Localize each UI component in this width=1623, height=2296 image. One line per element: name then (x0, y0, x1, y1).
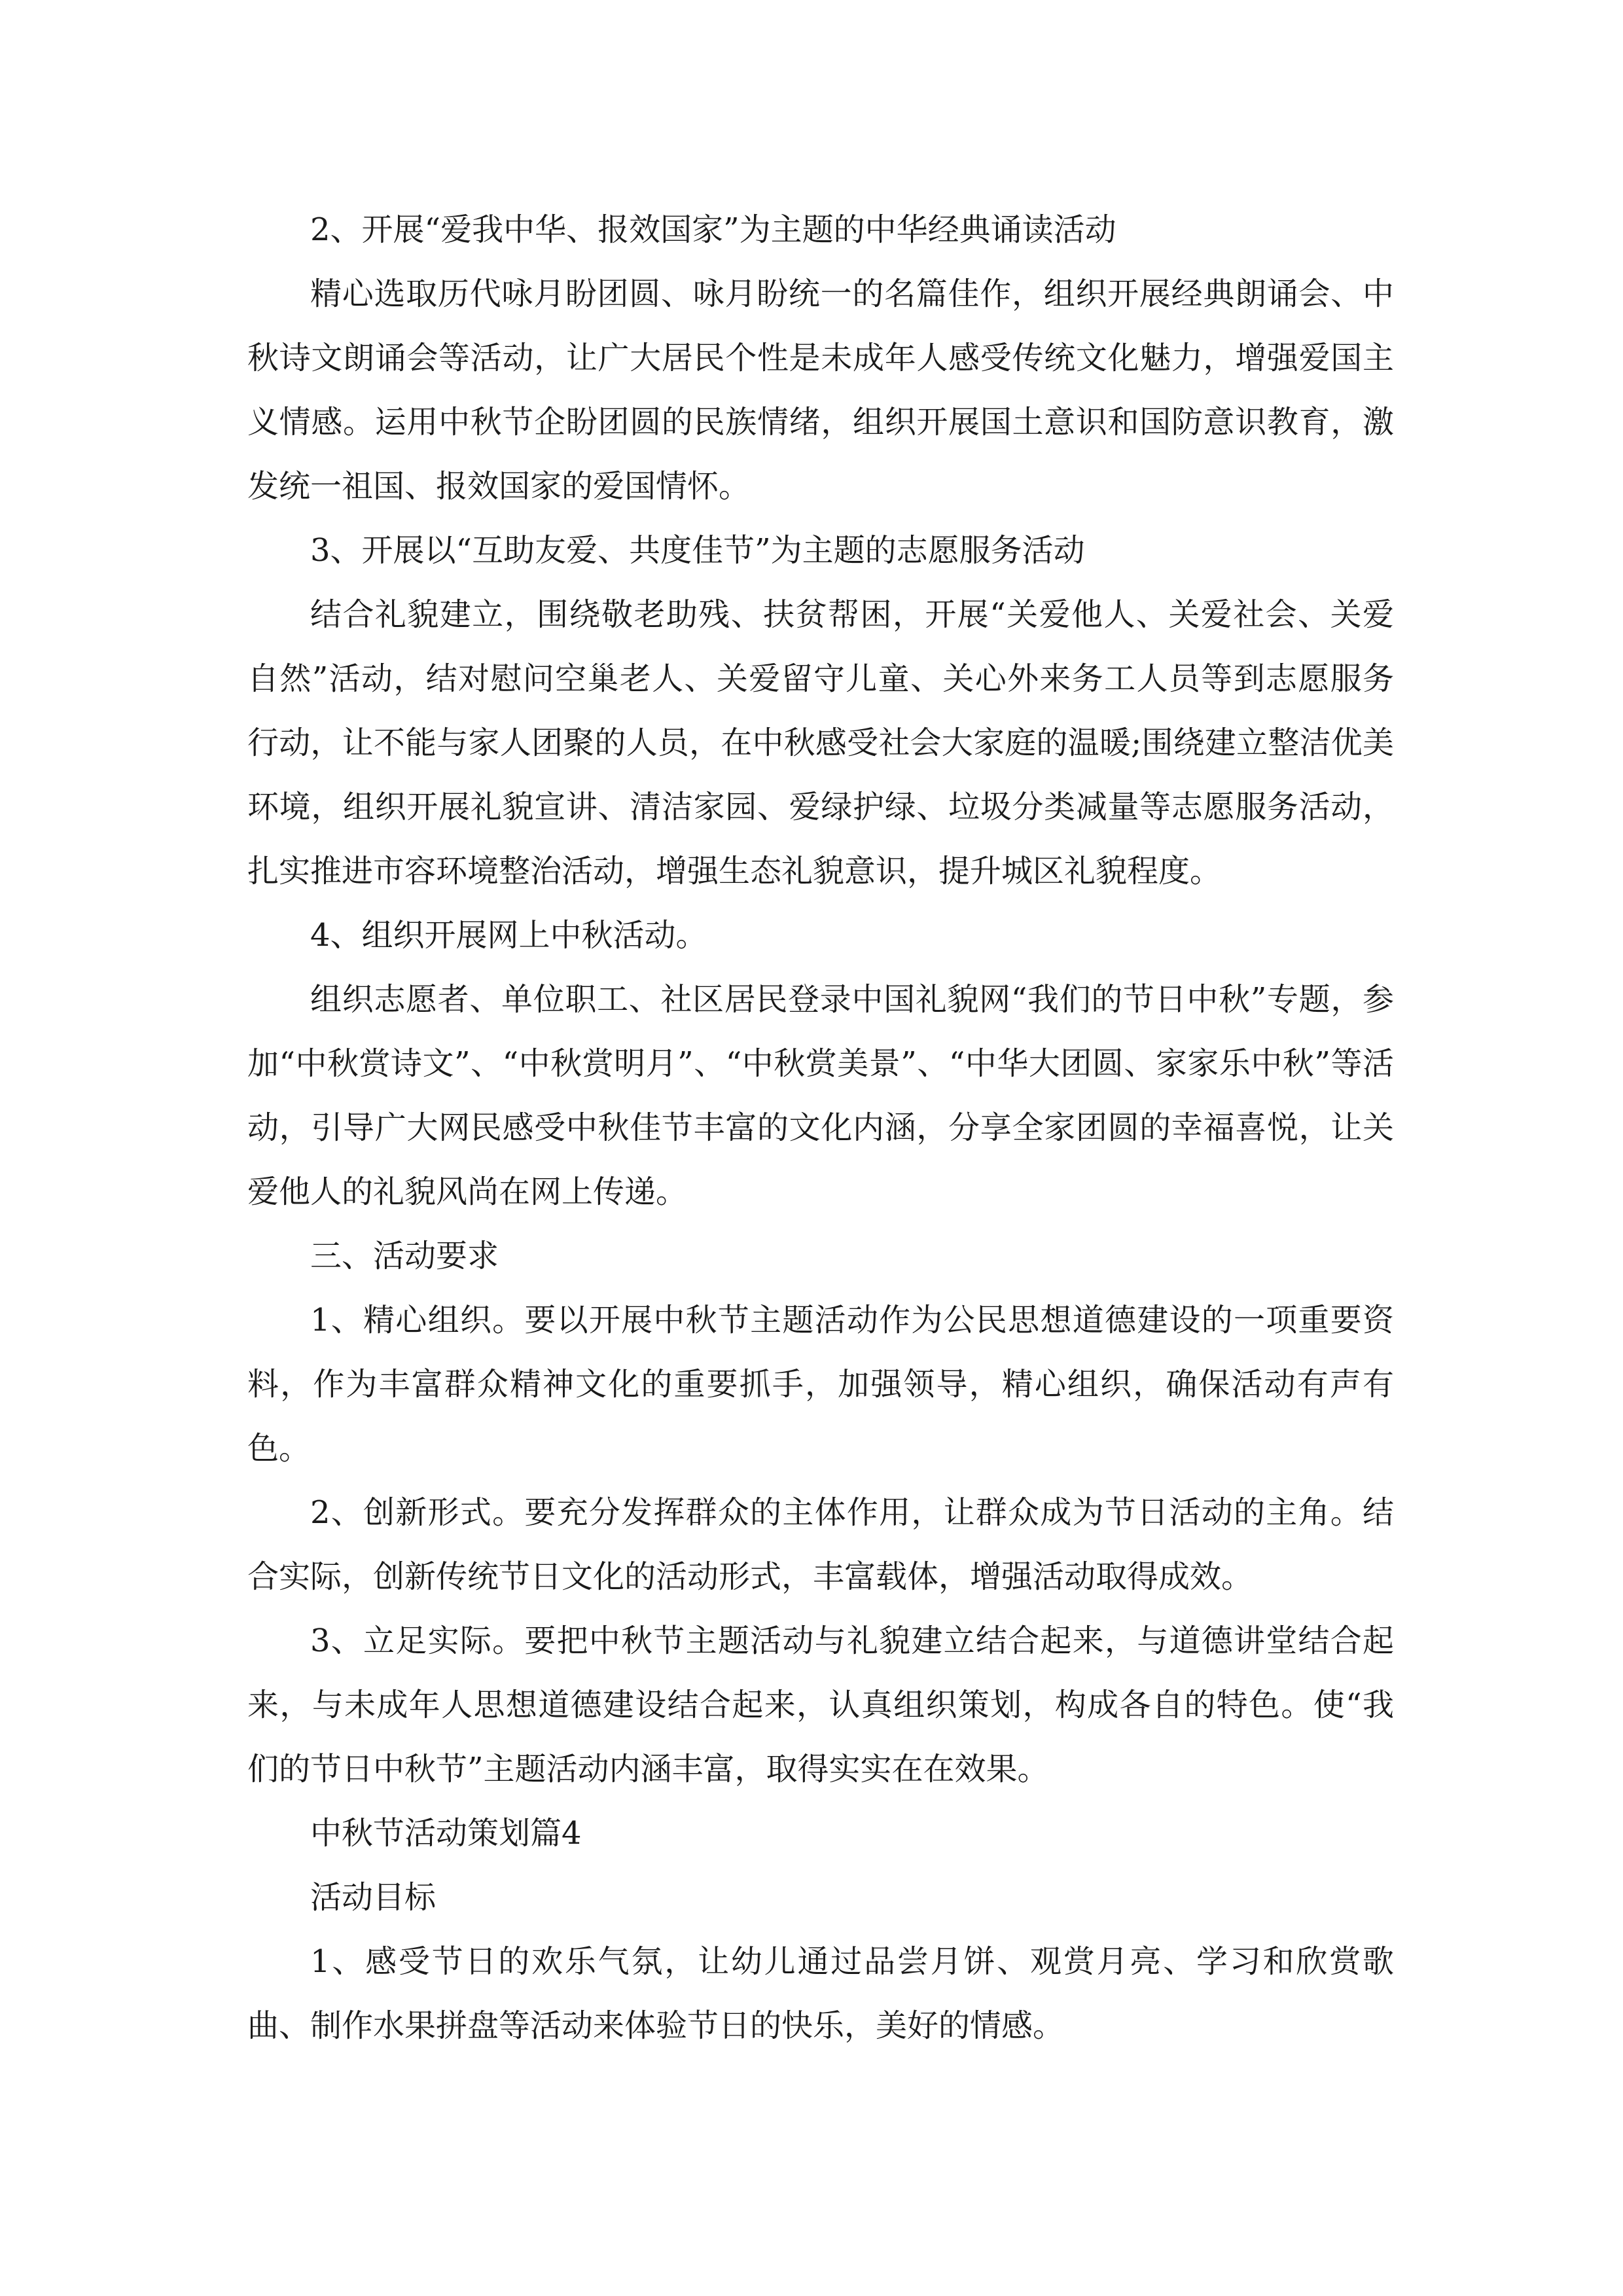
document-body (247, 198, 1394, 2058)
paragraph-classic-reading-heading: 2、开展“爱我中华、报效国家”为主题的中华经典诵读活动 (310, 211, 1116, 248)
paragraph-goal-1: 1、感受节日的欢乐气氛，让幼儿通过品尝月饼、观赏月亮、学习和欣赏歌曲、制作水果拼盘等活动来体验节日的快乐，美好的情感。 (247, 1943, 1394, 2044)
section-heading-requirements: 三、活动要求 (310, 1238, 499, 1274)
paragraph-requirement-1: 1、精心组织。要以开展中秋节主题活动作为公民思想道德建设的一项重要资料，作为丰富群众精神文化的重要抓手，加强领导，精心组织，确保活动有声有色。 (247, 1302, 1394, 1467)
paragraph-volunteer-heading: 3、开展以“互助友爱、共度佳节”为主题的志愿服务活动 (310, 532, 1085, 569)
paragraph-requirement-2: 2、创新形式。要充分发挥群众的主体作用，让群众成为节日活动的主角。结合实际，创新传统节日文化的活动形式，丰富载体，增强活动取得成效。 (247, 1494, 1394, 1595)
section-heading-goals: 活动目标 (310, 1879, 437, 1916)
paragraph-classic-reading-body: 精心选取历代咏月盼团圆、咏月盼统一的名篇佳作，组织开展经典朗诵会、中秋诗文朗诵会等活动，让广大居民个性是未成年人感受传统文化魅力，增强爱国主义情感。运用中秋节企盼团圆的民族情绪，组织开展国土意识和国防意识教育，激发统一祖国、报效国家的爱国情怀。 (247, 276, 1394, 505)
paragraph-volunteer-body: 结合礼貌建立，围绕敬老助残、扶贫帮困，开展“关爱他人、关爱社会、关爱自然”活动，结对慰问空巢老人、关爱留守儿童、关心外来务工人员等到志愿服务行动，让不能与家人团聚的人员，在中秋感受社会大家庭的温暖;围绕建立整洁优美环境，组织开展礼貌宣讲、清洁家园、爱绿护绿、垃圾分类减量等志愿服务活动，扎实推进市容环境整治活动，增强生态礼貌意识，提升城区礼貌程度。 (247, 596, 1394, 889)
paragraph-online-heading: 4、组织开展网上中秋活动。 (310, 917, 707, 954)
paragraph-requirement-3: 3、立足实际。要把中秋节主题活动与礼貌建立结合起来，与道德讲堂结合起来，与未成年人思想道德建设结合起来，认真组织策划，构成各自的特色。使“我们的节日中秋节”主题活动内涵丰富，取得实实在在效果。 (247, 1623, 1394, 1787)
paragraph-online-body: 组织志愿者、单位职工、社区居民登录中国礼貌网“我们的节日中秋”专题，参加“中秋赏诗文”、“中秋赏明月”、“中秋赏美景”、“中华大团圆、家家乐中秋”等活动，引导广大网民感受中秋佳节丰富的文化内涵，分享全家团圆的幸福喜悦，让关爱他人的礼貌风尚在网上传递。 (247, 981, 1394, 1210)
section-heading-plan-4: 中秋节活动策划篇4 (310, 1815, 582, 1852)
